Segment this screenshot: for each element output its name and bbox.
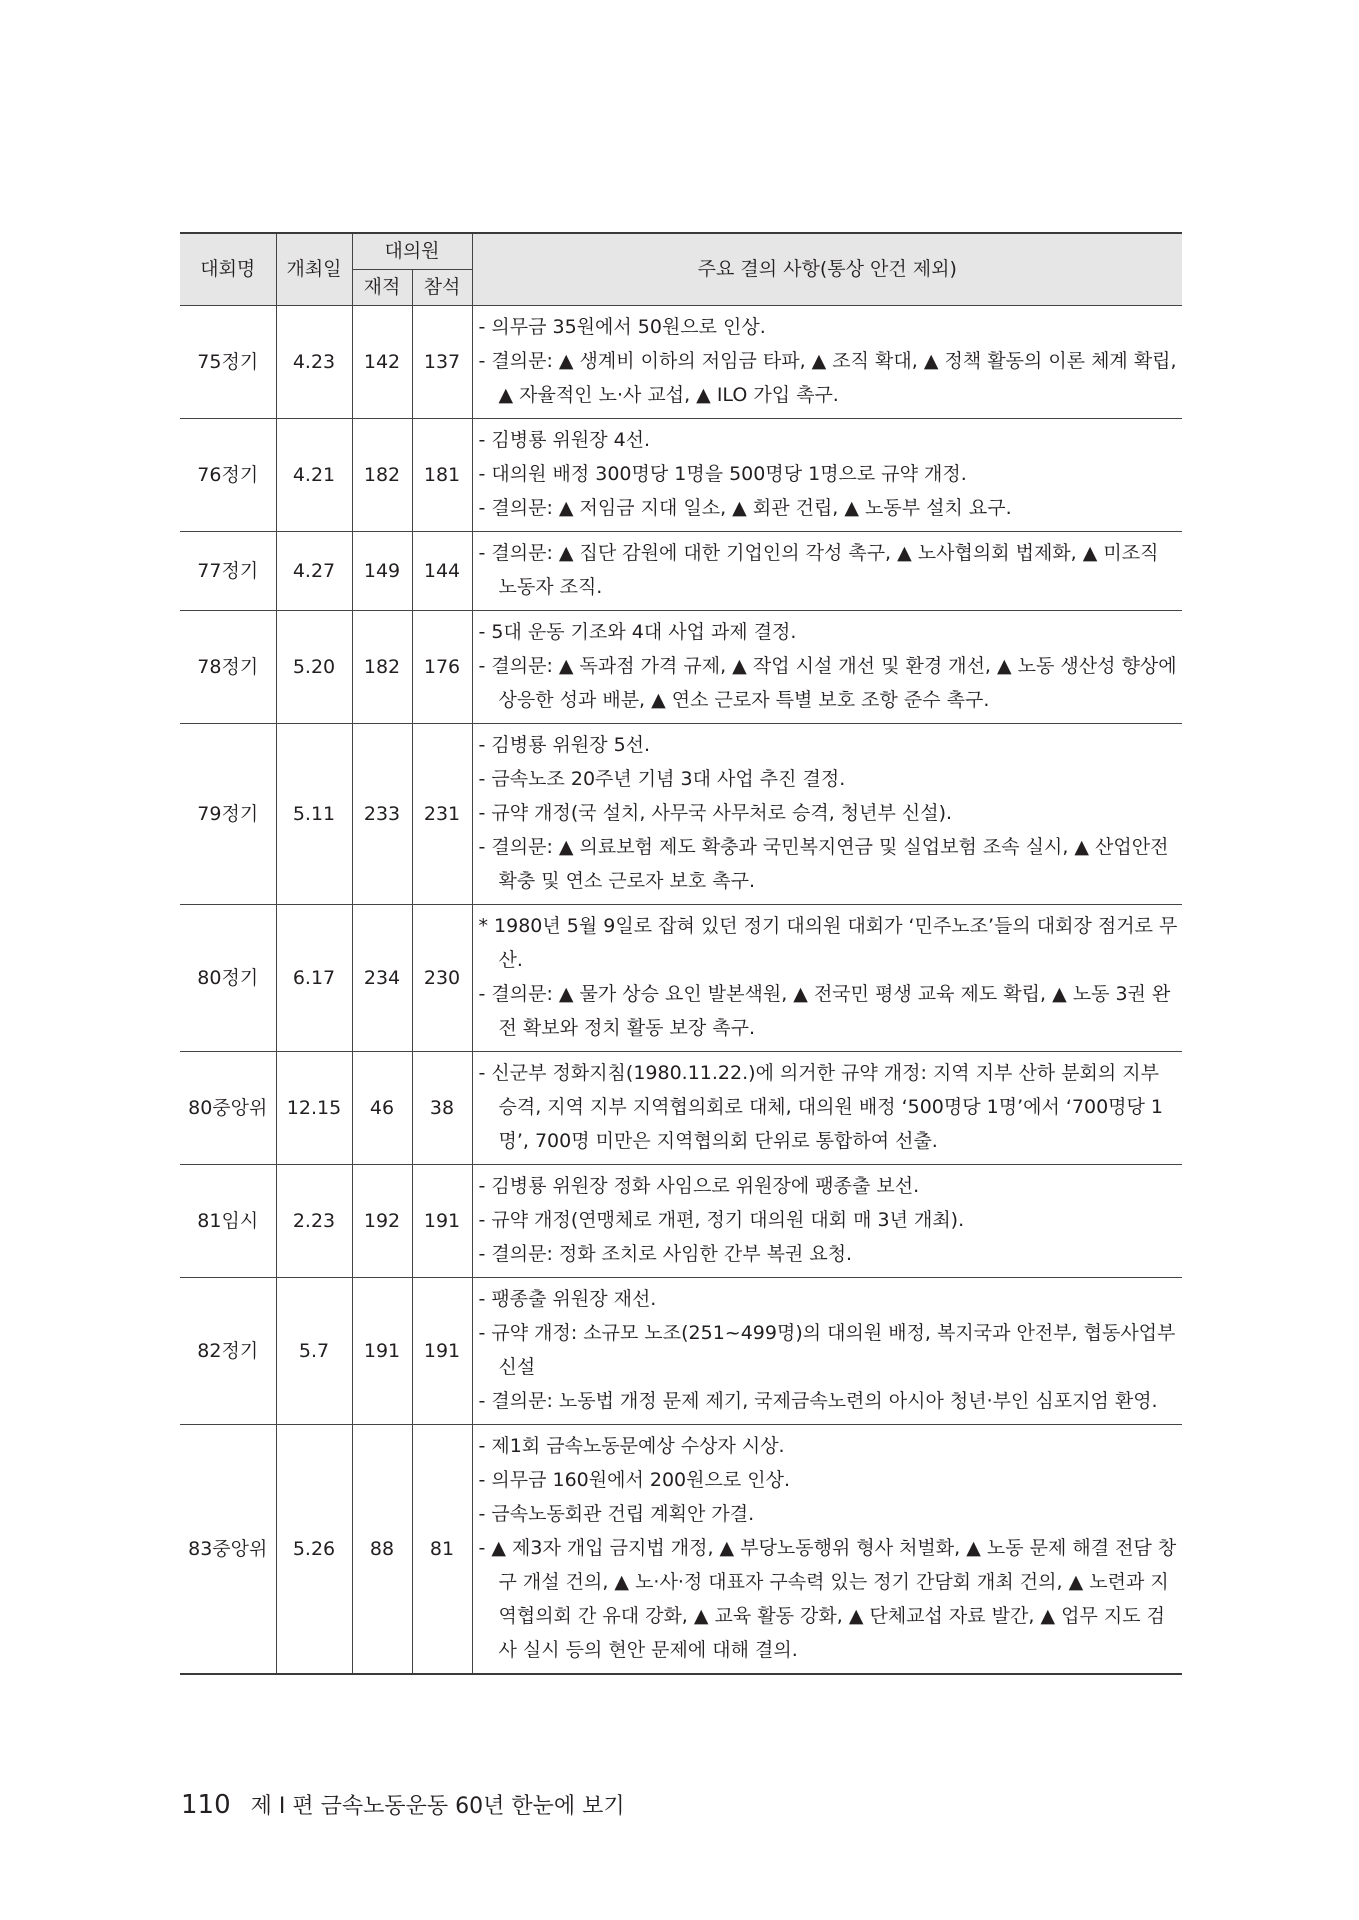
section-title: 제 I 편 금속노동운동 60년 한눈에 보기 (250, 1794, 625, 1819)
cell-meeting-name: 77정기 (180, 531, 276, 610)
cell-decisions (472, 1277, 1182, 1424)
cell-date: 5.11 (276, 723, 352, 904)
cell-decisions (472, 1424, 1182, 1674)
table-row (180, 531, 1182, 610)
decision-line: - 결의문: ▲ 집단 감원에 대한 기업인의 각성 촉구, ▲ 노사협의회 법제화, ▲ 미조직 노동자 조직. (478, 541, 1159, 598)
decision-line: - 금속노동회관 건립 계획안 가결. (478, 1502, 755, 1525)
cell-meeting-name: 79정기 (180, 723, 276, 904)
cell-date: 4.21 (276, 418, 352, 531)
decision-line: - 의무금 160원에서 200원으로 인상. (478, 1468, 790, 1491)
cell-decisions (472, 1164, 1182, 1277)
cell-decisions (472, 610, 1182, 723)
cell-decisions (472, 904, 1182, 1051)
header-date: 개최일 (276, 233, 352, 305)
page-number: 110 (181, 1790, 231, 1820)
cell-meeting-name: 80중앙위 (180, 1051, 276, 1164)
decision-line: - 규약 개정(연맹체로 개편, 정기 대의원 대회 매 3년 개최). (478, 1208, 965, 1231)
cell-meeting-name: 81임시 (180, 1164, 276, 1277)
header-meeting-name: 대회명 (180, 233, 276, 305)
cell-enrolled: 234 (352, 904, 412, 1051)
cell-date: 4.27 (276, 531, 352, 610)
decision-line: - 팽종출 위원장 재선. (478, 1287, 657, 1310)
cell-present: 181 (412, 418, 472, 531)
cell-meeting-name: 82정기 (180, 1277, 276, 1424)
decision-line: - 결의문: ▲ 저임금 지대 일소, ▲ 회관 건립, ▲ 노동부 설치 요구. (478, 496, 1012, 519)
decision-line: - 대의원 배정 300명당 1명을 500명당 1명으로 규약 개정. (478, 462, 967, 485)
decision-line: - 김병룡 위원장 5선. (478, 733, 651, 756)
decision-line: - 김병룡 위원장 정화 사임으로 위원장에 팽종출 보선. (478, 1174, 920, 1197)
cell-decisions (472, 1051, 1182, 1164)
cell-present: 230 (412, 904, 472, 1051)
decision-line: - 규약 개정(국 설치, 사무국 사무처로 승격, 청년부 신설). (478, 801, 953, 824)
cell-enrolled: 142 (352, 305, 412, 418)
decision-line: - 금속노조 20주년 기념 3대 사업 추진 결정. (478, 767, 846, 790)
decision-line: - 5대 운동 기조와 4대 사업 과제 결정. (478, 620, 797, 643)
decision-line: - 의무금 35원에서 50원으로 인상. (478, 315, 766, 338)
cell-decisions (472, 305, 1182, 418)
cell-meeting-name: 80정기 (180, 904, 276, 1051)
table-row (180, 1164, 1182, 1277)
cell-present: 38 (412, 1051, 472, 1164)
cell-present: 176 (412, 610, 472, 723)
cell-enrolled: 233 (352, 723, 412, 904)
header-delegates: 대의원 (352, 233, 472, 269)
cell-date: 4.23 (276, 305, 352, 418)
decision-line: - 신군부 정화지침(1980.11.22.)에 의거한 규약 개정: 지역 지부 산하 분회의 지부 승격, 지역 지부 지역협의회로 대체, 대의원 배정 ‘500명당 1명’에서 ‘700명당 1명’, 700명 미만은 지역협의회 단위로 통합하여 선출. (478, 1061, 1164, 1152)
cell-enrolled: 182 (352, 610, 412, 723)
cell-present: 81 (412, 1424, 472, 1674)
table-row (180, 723, 1182, 904)
decision-line: - 결의문: ▲ 생계비 이하의 저임금 타파, ▲ 조직 확대, ▲ 정책 활동의 이론 체계 확립, ▲ 자율적인 노·사 교섭, ▲ ILO 가입 촉구. (478, 349, 1177, 406)
decision-line: - 결의문: ▲ 독과점 가격 규제, ▲ 작업 시설 개선 및 환경 개선, ▲ 노동 생산성 향상에 상응한 성과 배분, ▲ 연소 근로자 특별 보호 조항 준수 촉구. (478, 654, 1177, 711)
cell-date: 5.26 (276, 1424, 352, 1674)
cell-date: 5.7 (276, 1277, 352, 1424)
page-footer (181, 1789, 625, 1820)
decision-line: - 결의문: 정화 조치로 사임한 간부 복권 요청. (478, 1242, 853, 1265)
cell-date: 12.15 (276, 1051, 352, 1164)
cell-present: 191 (412, 1277, 472, 1424)
header-decisions: 주요 결의 사항(통상 안건 제외) (472, 233, 1182, 305)
header-enrolled: 재적 (352, 269, 412, 305)
cell-present: 231 (412, 723, 472, 904)
cell-meeting-name: 76정기 (180, 418, 276, 531)
table-row (180, 1277, 1182, 1424)
cell-enrolled: 191 (352, 1277, 412, 1424)
table-row (180, 904, 1182, 1051)
cell-meeting-name: 83중앙위 (180, 1424, 276, 1674)
table-body (180, 305, 1182, 1674)
table-row (180, 305, 1182, 418)
decision-line: * 1980년 5월 9일로 잡혀 있던 정기 대의원 대회가 ‘민주노조’들의 대회장 점거로 무산. (478, 914, 1178, 971)
table-row (180, 610, 1182, 723)
cell-date: 6.17 (276, 904, 352, 1051)
decision-line: - 결의문: ▲ 의료보험 제도 확충과 국민복지연금 및 실업보험 조속 실시, ▲ 산업안전 확충 및 연소 근로자 보호 촉구. (478, 835, 1169, 892)
cell-enrolled: 149 (352, 531, 412, 610)
cell-date: 2.23 (276, 1164, 352, 1277)
cell-enrolled: 88 (352, 1424, 412, 1674)
cell-decisions (472, 418, 1182, 531)
decision-line: - 제1회 금속노동문예상 수상자 시상. (478, 1434, 785, 1457)
cell-meeting-name: 78정기 (180, 610, 276, 723)
cell-decisions (472, 531, 1182, 610)
decision-line: - 규약 개정: 소규모 노조(251~499명)의 대의원 배정, 복지국과 안전부, 협동사업부 신설 (478, 1321, 1176, 1378)
header-present: 참석 (412, 269, 472, 305)
cell-present: 137 (412, 305, 472, 418)
cell-decisions (472, 723, 1182, 904)
table-row (180, 1051, 1182, 1164)
decision-line: - 김병룡 위원장 4선. (478, 428, 651, 451)
decision-line: - 결의문: 노동법 개정 문제 제기, 국제금속노련의 아시아 청년·부인 심포지엄 환영. (478, 1389, 1158, 1412)
resolutions-table-container (180, 232, 1182, 1675)
cell-meeting-name: 75정기 (180, 305, 276, 418)
decision-line: - 결의문: ▲ 물가 상승 요인 발본색원, ▲ 전국민 평생 교육 제도 확립, ▲ 노동 3권 완전 확보와 정치 활동 보장 촉구. (478, 982, 1171, 1039)
cell-date: 5.20 (276, 610, 352, 723)
cell-present: 191 (412, 1164, 472, 1277)
cell-enrolled: 192 (352, 1164, 412, 1277)
cell-present: 144 (412, 531, 472, 610)
cell-enrolled: 182 (352, 418, 412, 531)
resolutions-table (180, 232, 1182, 1675)
table-row (180, 418, 1182, 531)
decision-line: - ▲ 제3자 개입 금지법 개정, ▲ 부당노동행위 형사 처벌화, ▲ 노동 문제 해결 전담 창구 개설 건의, ▲ 노·사·정 대표자 구속력 있는 정기 간담회 개최 건의, ▲ 노련과 지역협의회 간 유대 강화, ▲ 교육 활동 강화, ▲ 단체교섭 자료 발간, ▲ 업무 지도 검사 실시 등의 현안 문제에 대해 결의. (478, 1536, 1177, 1661)
cell-enrolled: 46 (352, 1051, 412, 1164)
table-row (180, 1424, 1182, 1674)
